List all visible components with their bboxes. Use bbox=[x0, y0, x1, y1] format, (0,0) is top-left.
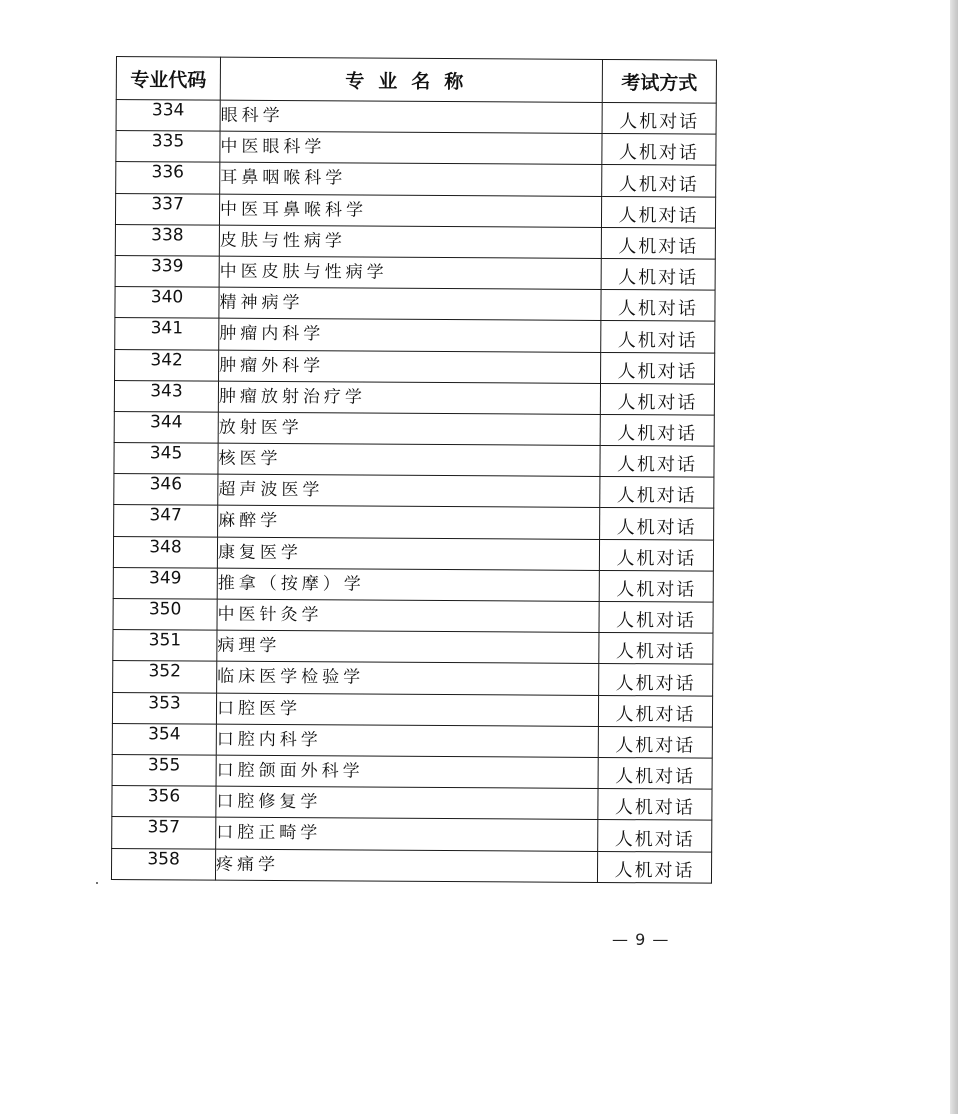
row-code: 352 bbox=[113, 661, 217, 693]
row-method: 人机对话 bbox=[598, 757, 712, 789]
row-name: 肿瘤放射治疗学 bbox=[218, 381, 600, 415]
page-edge bbox=[950, 0, 958, 1114]
row-name: 康复医学 bbox=[217, 537, 599, 571]
scan-speck bbox=[96, 882, 98, 884]
row-name: 核医学 bbox=[218, 443, 600, 477]
row-name: 肿瘤内科学 bbox=[219, 318, 601, 352]
row-method: 人机对话 bbox=[598, 789, 712, 821]
row-method: 人机对话 bbox=[601, 227, 715, 259]
table-row bbox=[116, 100, 716, 135]
table-row bbox=[113, 567, 713, 602]
row-name: 病理学 bbox=[217, 630, 599, 664]
table-row bbox=[114, 505, 714, 540]
row-method: 人机对话 bbox=[601, 196, 715, 228]
table-body bbox=[111, 100, 716, 883]
row-method: 人机对话 bbox=[599, 601, 713, 633]
row-code: 335 bbox=[116, 131, 220, 163]
row-code: 349 bbox=[113, 567, 217, 599]
row-name: 中医针灸学 bbox=[217, 599, 599, 633]
row-name: 口腔内科学 bbox=[216, 724, 598, 758]
row-name: 耳鼻咽喉科学 bbox=[220, 163, 602, 197]
table-row bbox=[115, 255, 715, 290]
table-row bbox=[116, 131, 716, 166]
row-code: 340 bbox=[115, 287, 219, 319]
row-name: 推拿（按摩）学 bbox=[217, 568, 599, 602]
table-row bbox=[112, 692, 712, 727]
row-method: 人机对话 bbox=[599, 633, 713, 665]
row-method: 人机对话 bbox=[599, 570, 713, 602]
row-code: 337 bbox=[115, 193, 219, 225]
row-code: 339 bbox=[115, 255, 219, 287]
row-code: 351 bbox=[113, 630, 217, 662]
row-name: 放射医学 bbox=[218, 412, 600, 446]
table-row bbox=[113, 630, 713, 665]
row-method: 人机对话 bbox=[602, 165, 716, 197]
row-code: 354 bbox=[112, 723, 216, 755]
table-row bbox=[112, 754, 712, 789]
row-code: 353 bbox=[112, 692, 216, 724]
row-code: 338 bbox=[115, 224, 219, 256]
row-code: 334 bbox=[116, 100, 220, 132]
row-method: 人机对话 bbox=[600, 446, 714, 478]
row-name: 口腔颌面外科学 bbox=[216, 755, 598, 789]
row-name: 超声波医学 bbox=[218, 474, 600, 508]
row-method: 人机对话 bbox=[599, 539, 713, 571]
row-code: 344 bbox=[114, 411, 218, 443]
row-method: 人机对话 bbox=[598, 726, 712, 758]
row-method: 人机对话 bbox=[600, 477, 714, 509]
row-name: 中医耳鼻喉科学 bbox=[219, 194, 601, 228]
row-method: 人机对话 bbox=[600, 508, 714, 540]
table-row bbox=[115, 349, 715, 384]
header-name: 专业名称 bbox=[220, 57, 602, 102]
table-row bbox=[115, 193, 715, 228]
table-row bbox=[114, 443, 714, 478]
row-name: 麻醉学 bbox=[218, 506, 600, 540]
table-row bbox=[115, 287, 715, 322]
row-method: 人机对话 bbox=[601, 321, 715, 353]
table-row bbox=[113, 661, 713, 696]
row-code: 356 bbox=[112, 786, 216, 818]
row-name: 临床医学检验学 bbox=[217, 662, 599, 696]
table-row bbox=[112, 817, 712, 852]
specialty-table bbox=[111, 56, 717, 883]
row-name: 肿瘤外科学 bbox=[219, 350, 601, 384]
row-method: 人机对话 bbox=[601, 258, 715, 290]
row-name: 口腔修复学 bbox=[216, 786, 598, 820]
row-code: 347 bbox=[114, 505, 218, 537]
header-method: 考试方式 bbox=[602, 59, 716, 103]
table-header bbox=[116, 57, 716, 104]
row-name: 皮肤与性病学 bbox=[219, 225, 601, 259]
row-name: 口腔正畸学 bbox=[216, 817, 598, 851]
table-row bbox=[114, 474, 714, 509]
row-method: 人机对话 bbox=[598, 695, 712, 727]
row-method: 人机对话 bbox=[601, 290, 715, 322]
row-code: 343 bbox=[114, 380, 218, 412]
header-code: 专业代码 bbox=[116, 57, 220, 101]
row-method: 人机对话 bbox=[597, 851, 711, 883]
table-row bbox=[115, 224, 715, 259]
row-method: 人机对话 bbox=[600, 414, 714, 446]
row-code: 358 bbox=[111, 848, 215, 880]
row-code: 350 bbox=[113, 598, 217, 630]
row-name: 中医眼科学 bbox=[220, 131, 602, 165]
row-name: 疼痛学 bbox=[215, 849, 597, 883]
table-row bbox=[112, 786, 712, 821]
row-code: 345 bbox=[114, 443, 218, 475]
page-number: — 9 — bbox=[612, 930, 670, 949]
table-row bbox=[115, 318, 715, 353]
row-name: 口腔医学 bbox=[216, 693, 598, 727]
header-row bbox=[116, 57, 716, 104]
row-name: 精神病学 bbox=[219, 287, 601, 321]
row-code: 348 bbox=[113, 536, 217, 568]
row-name: 中医皮肤与性病学 bbox=[219, 256, 601, 290]
document-table-wrapper bbox=[111, 56, 716, 883]
row-code: 346 bbox=[114, 474, 218, 506]
table-row bbox=[114, 380, 714, 415]
table-row bbox=[111, 848, 711, 883]
row-code: 336 bbox=[116, 162, 220, 194]
row-method: 人机对话 bbox=[600, 383, 714, 415]
table-row bbox=[113, 598, 713, 633]
row-method: 人机对话 bbox=[598, 820, 712, 852]
table-row bbox=[114, 411, 714, 446]
row-code: 341 bbox=[115, 318, 219, 350]
row-code: 355 bbox=[112, 754, 216, 786]
table-row bbox=[112, 723, 712, 758]
row-name: 眼科学 bbox=[220, 100, 602, 134]
row-method: 人机对话 bbox=[602, 102, 716, 134]
row-method: 人机对话 bbox=[599, 664, 713, 696]
row-code: 342 bbox=[115, 349, 219, 381]
row-code: 357 bbox=[112, 817, 216, 849]
row-method: 人机对话 bbox=[601, 352, 715, 384]
table-row bbox=[113, 536, 713, 571]
row-method: 人机对话 bbox=[602, 134, 716, 166]
table-row bbox=[116, 162, 716, 197]
